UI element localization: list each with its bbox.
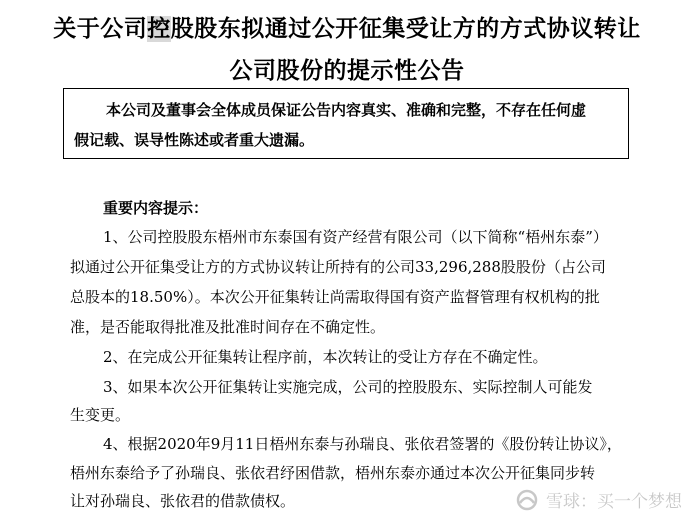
paragraph-1-line-3: 总股本的18.50%）。本次公开征集转让尚需取得国有资产监督管理有权机构的批 (70, 288, 600, 306)
notice-line-2: 假记载、误导性陈述或者重大遗漏。 (74, 131, 315, 149)
title-segment: 关于公司 (53, 16, 148, 42)
section-heading: 重要内容提示： (103, 199, 209, 217)
snowball-logo-icon (514, 489, 540, 511)
paragraph-4-line-1: 4、根据2020年9月11日梧州东泰与孙瑞良、张依君签署的《股份转让协议》， (103, 435, 622, 453)
paragraph-1-line-4: 准，是否能取得批准及批准时间存在不确定性。 (70, 318, 386, 336)
title-segment: 股股东拟通过公开征集受让方的方式协议转让 (170, 16, 641, 42)
watermark-text: 雪球：买一个梦想 (546, 492, 682, 512)
watermark (514, 487, 682, 512)
paragraph-4-line-3: 让对孙瑞良、张依君的借款债权。 (70, 492, 296, 510)
paragraph-4-line-2: 梧州东泰给予了孙瑞良、张依君纾困借款，梧州东泰亦通过本次公开征集同步转 (70, 464, 596, 482)
title-line-1 (0, 10, 694, 43)
paragraph-1-line-2: 拟通过公开征集受让方的方式协议转让所持有的公司33,296,288股股份（占公司 (70, 258, 606, 276)
title-highlight: 控 (147, 16, 171, 42)
paragraph-3-line-2: 生变更。 (70, 406, 131, 424)
notice-line-1: 本公司及董事会全体成员保证公告内容真实、准确和完整，不存在任何虚 (106, 101, 587, 119)
paragraph-1-line-1: 1、公司控股股东梧州市东泰国有资产经营有限公司（以下简称“梧州东泰”） (103, 228, 608, 246)
notice-box (63, 88, 629, 159)
title-line-2: 公司股份的提示性公告 (229, 58, 465, 84)
paragraph-2-line-1: 2、在完成公开征集转让程序前，本次转让的受让方存在不确定性。 (103, 348, 548, 366)
paragraph-3-line-1: 3、如果本次公开征集转让实施完成，公司的控股股东、实际控制人可能发 (103, 378, 593, 396)
